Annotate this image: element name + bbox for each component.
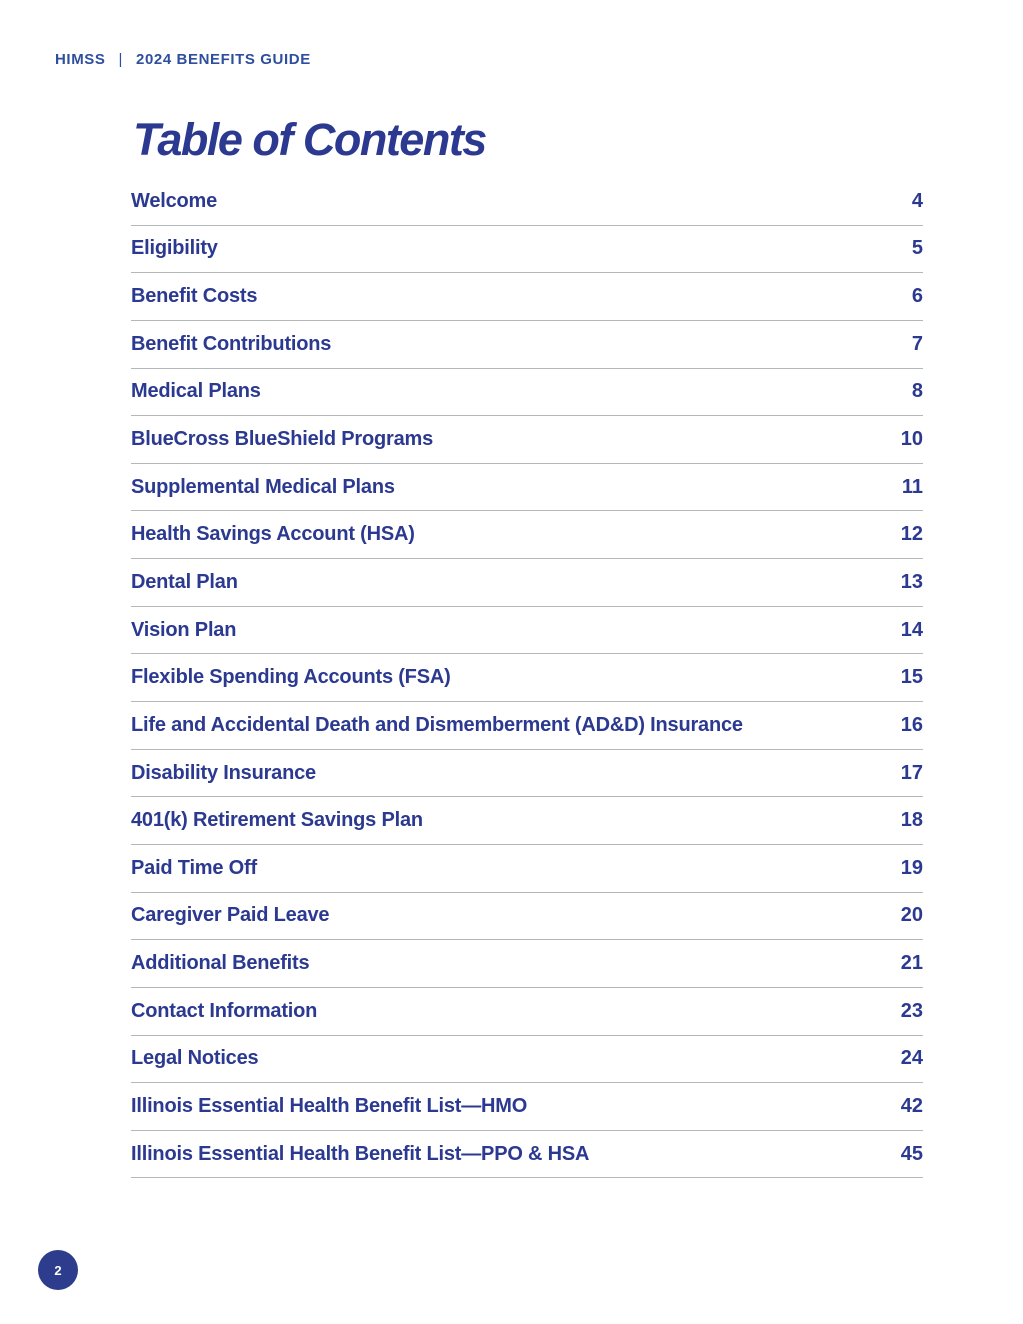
toc-entry[interactable] <box>131 321 923 369</box>
toc-entry[interactable] <box>131 893 923 941</box>
toc-entry[interactable] <box>131 511 923 559</box>
toc-entry-label: Benefit Contributions <box>131 332 332 355</box>
toc-entry[interactable] <box>131 178 923 226</box>
toc-entry-label: Supplemental Medical Plans <box>131 475 395 498</box>
toc-entry[interactable] <box>131 988 923 1036</box>
toc-entry[interactable] <box>131 1036 923 1084</box>
document-title: 2024 BENEFITS GUIDE <box>136 51 311 68</box>
toc-entry-page-number: 12 <box>900 523 923 546</box>
brand-name: HIMSS <box>55 51 106 68</box>
toc-list <box>131 178 923 1178</box>
toc-entry-label: Medical Plans <box>131 380 261 403</box>
toc-entry-label: Benefit Costs <box>131 285 258 308</box>
toc-entry-page-number: 11 <box>901 475 923 498</box>
toc-entry[interactable] <box>131 559 923 607</box>
toc-entry-page-number: 23 <box>900 999 923 1022</box>
toc-entry[interactable] <box>131 226 923 274</box>
toc-entry-page-number: 42 <box>900 1094 923 1117</box>
toc-entry-label: Flexible Spending Accounts (FSA) <box>131 666 451 689</box>
toc-entry-label: Additional Benefits <box>131 952 310 975</box>
toc-entry-page-number: 19 <box>900 856 923 879</box>
toc-entry[interactable] <box>131 654 923 702</box>
toc-entry-label: Life and Accidental Death and Dismemberment (AD&D) Insurance <box>131 713 743 736</box>
toc-entry[interactable] <box>131 416 923 464</box>
toc-entry[interactable] <box>131 464 923 512</box>
toc-entry-label: Health Savings Account (HSA) <box>131 523 415 546</box>
toc-entry-page-number: 14 <box>900 618 923 641</box>
toc-entry-label: BlueCross BlueShield Programs <box>131 428 434 451</box>
header-separator: | <box>118 51 124 68</box>
toc-entry-page-number: 24 <box>900 1047 923 1070</box>
toc-entry-page-number: 5 <box>911 237 923 260</box>
toc-entry-label: Caregiver Paid Leave <box>131 904 330 927</box>
toc-entry-label: Paid Time Off <box>131 856 257 879</box>
toc-entry-label: Dental Plan <box>131 570 238 593</box>
toc-entry-page-number: 21 <box>900 952 923 975</box>
toc-entry-page-number: 8 <box>911 380 923 403</box>
toc-entry-page-number: 16 <box>900 713 923 736</box>
toc-entry[interactable] <box>131 750 923 798</box>
toc-entry-label: Disability Insurance <box>131 761 316 784</box>
toc-entry[interactable] <box>131 702 923 750</box>
toc-entry[interactable] <box>131 797 923 845</box>
toc-entry-page-number: 13 <box>900 570 923 593</box>
toc-entry-page-number: 18 <box>900 809 923 832</box>
toc-entry-label: Illinois Essential Health Benefit List—HMO <box>131 1094 528 1117</box>
toc-entry-page-number: 4 <box>911 189 923 212</box>
toc-entry[interactable] <box>131 845 923 893</box>
page-number-badge: 2 <box>38 1250 78 1290</box>
toc-entry[interactable] <box>131 1083 923 1131</box>
toc-entry-page-number: 20 <box>900 904 923 927</box>
toc-entry-label: Eligibility <box>131 237 218 260</box>
toc-entry[interactable] <box>131 369 923 417</box>
toc-entry-label: 401(k) Retirement Savings Plan <box>131 809 423 832</box>
page-title: Table of Contents <box>133 114 486 165</box>
toc-entry-page-number: 17 <box>900 761 923 784</box>
toc-entry[interactable] <box>131 273 923 321</box>
toc-entry[interactable] <box>131 1131 923 1179</box>
toc-entry-label: Contact Information <box>131 999 318 1022</box>
toc-entry-page-number: 45 <box>900 1142 923 1165</box>
toc-entry-label: Illinois Essential Health Benefit List—PPO & HSA <box>131 1142 590 1165</box>
toc-entry[interactable] <box>131 607 923 655</box>
toc-entry-page-number: 15 <box>900 666 923 689</box>
toc-entry[interactable] <box>131 940 923 988</box>
toc-entry-label: Legal Notices <box>131 1047 259 1070</box>
toc-entry-label: Welcome <box>131 189 218 212</box>
toc-entry-page-number: 6 <box>911 285 923 308</box>
document-header <box>55 51 311 68</box>
toc-entry-page-number: 7 <box>911 332 923 355</box>
toc-entry-label: Vision Plan <box>131 618 237 641</box>
toc-entry-page-number: 10 <box>900 428 923 451</box>
